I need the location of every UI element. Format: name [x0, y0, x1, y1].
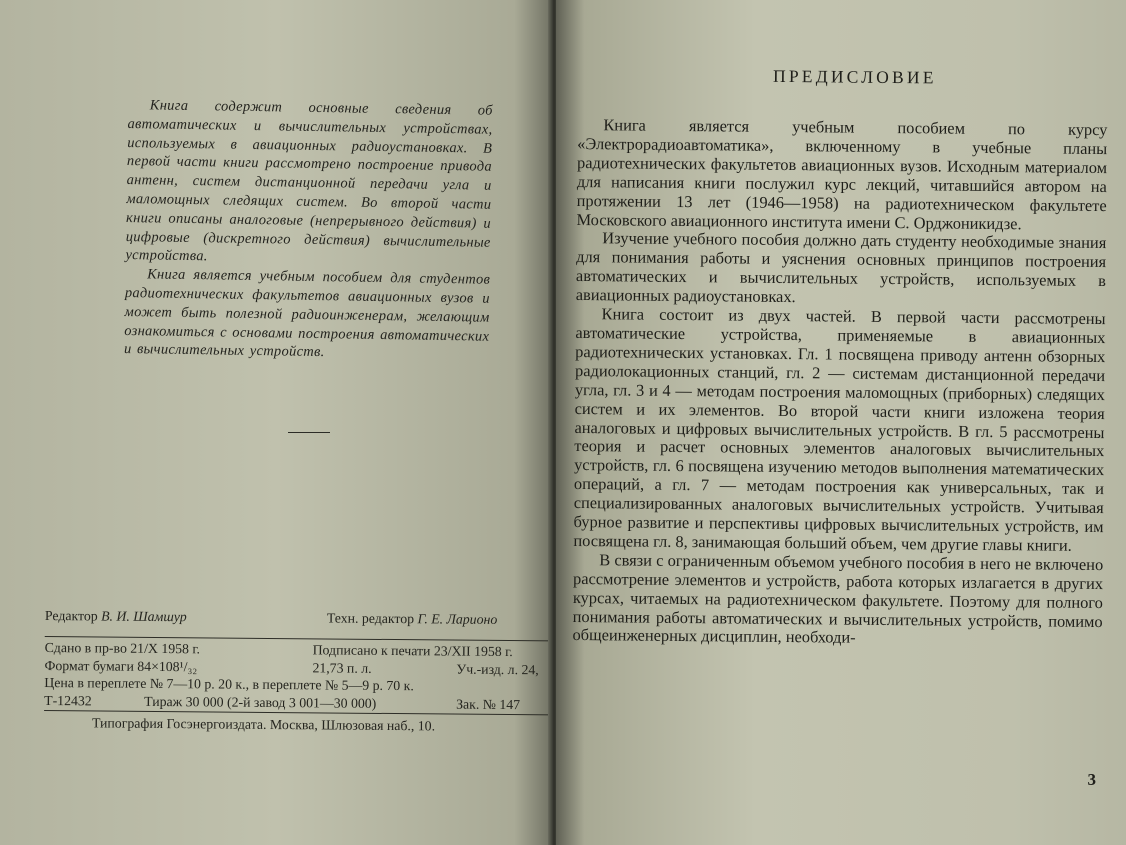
editor-name: В. И. Шамшур — [101, 608, 187, 625]
order-number: Зак. № 147 — [456, 696, 521, 712]
tech-editor-credit — [327, 609, 498, 628]
paper-format: Формат бумаги 84×108¹/₃₂ — [44, 657, 198, 674]
printed-sheets: 21,73 п. л. — [312, 659, 372, 676]
publishing-sheets: Уч.-изд. л. 24, — [456, 661, 539, 677]
editor-label: Редактор — [44, 607, 98, 624]
preface-paragraph: Изучение учебного пособия должно дать студенту необходимые знания для понимания работы и уяснения основных принципов построения автоматических и вычислительных устройств, используемых в авиационных радиоустановках. — [575, 228, 1107, 307]
preface-paragraph: Книга состоит из двух частей. В первой части рассмотрены автоматические устройства, применяемые в авиационных радиотехнических установках. Гл. 1 посвящена приводу антенн обзорных радиолокационных станций, гл. 2 — системам дистанционной передачи угла, гл. 3 и 4 — методам построения маломощных (приборных) следящих систем и их элементов. Во второй части книги изложена теория аналоговых и цифровых вычислительных устройств. В гл. 5 рассмотрены теория и расчет основных элементов аналоговых вычислительных устройств, гл. 6 посвящена изучению методов выполнения математических операций, а гл. 7 — методам построения как универсальных, так и специализированных аналоговых вычислительных устройств. Учитывая бурное развитие и перспективы цифровых вычислительных устройств, им посвящена гл. 8, занимающая больший объем, чем другие главы книги. — [573, 304, 1106, 555]
preface-paragraph: В связи с ограниченным объемом учебного пособия в него не включено рассмотрение элементов и устройств, работа которых излагается в других курсах, читаемых на радиотехническом факультете. Поэтому для полного понимания работы автоматических и вычислительных устройств, помимо общеинженерных дисциплин, необходи- — [572, 550, 1104, 648]
imprint-block — [44, 607, 553, 737]
left-page — [0, 0, 553, 845]
preface-paragraph: Книга является учебным пособием по курсу «Электрорадиоавтоматика», включенному в учебные планы радиотехнических факультетов авиационных вузов. Исходным материалом для написания книги послужил курс лекций, читавшийся автором на протяжении 13 лет (1946—1958) на радиотехническом факультете Московского авиационного института имени С. Орджоникидзе. — [576, 115, 1108, 233]
submitted-date: Сдано в пр-во 21/X 1958 г. — [44, 639, 201, 657]
preface — [572, 64, 1108, 650]
printer-address: Типография Госэнергоиздата. Москва, Шлюзовая наб., 10. — [91, 715, 436, 734]
page-title: ПРЕДИСЛОВИЕ — [773, 65, 937, 88]
separator-dash — [288, 432, 330, 433]
editors-row — [45, 607, 553, 637]
tech-editor-label: Техн. редактор — [326, 610, 415, 627]
page-number: 3 — [1087, 770, 1096, 789]
annotation-paragraph: Книга содержит основные сведения об автоматических и вычислительных устройствах, используемых в авиационных радиоустановках. В первой части книги рассмотрено построение привода антенн, систем дистанционной передачи угла и маломощных следящих систем. Во второй части книги описаны аналоговые (непрерывного действия) и цифровые (дискретного действия) вычислительные устройства. — [125, 97, 493, 265]
editor-credit — [45, 607, 187, 626]
right-page — [556, 0, 1126, 845]
signed-date: Подписано к печати 23/XII 1958 г. — [312, 642, 513, 660]
annotation-paragraph: Книга является учебным пособием для студентов радиотехнических факультетов авиационных вузов и может быть полезной радиоинженерам, желающим ознакомиться с основами построения автоматических и вычислительных устройств. — [123, 266, 491, 361]
book-annotation — [124, 96, 493, 365]
price: Цена в переплете № 7—10 р. 20 к., в переплете № 5—9 р. 70 к. — [44, 675, 414, 694]
imprint-row — [44, 714, 553, 736]
print-run: Тираж 30 000 (2-й завод 3 001—30 000) — [144, 693, 377, 711]
catalog-code: Т-12432 — [44, 692, 92, 709]
tech-editor-name: Г. Е. Ларионо — [417, 611, 498, 627]
